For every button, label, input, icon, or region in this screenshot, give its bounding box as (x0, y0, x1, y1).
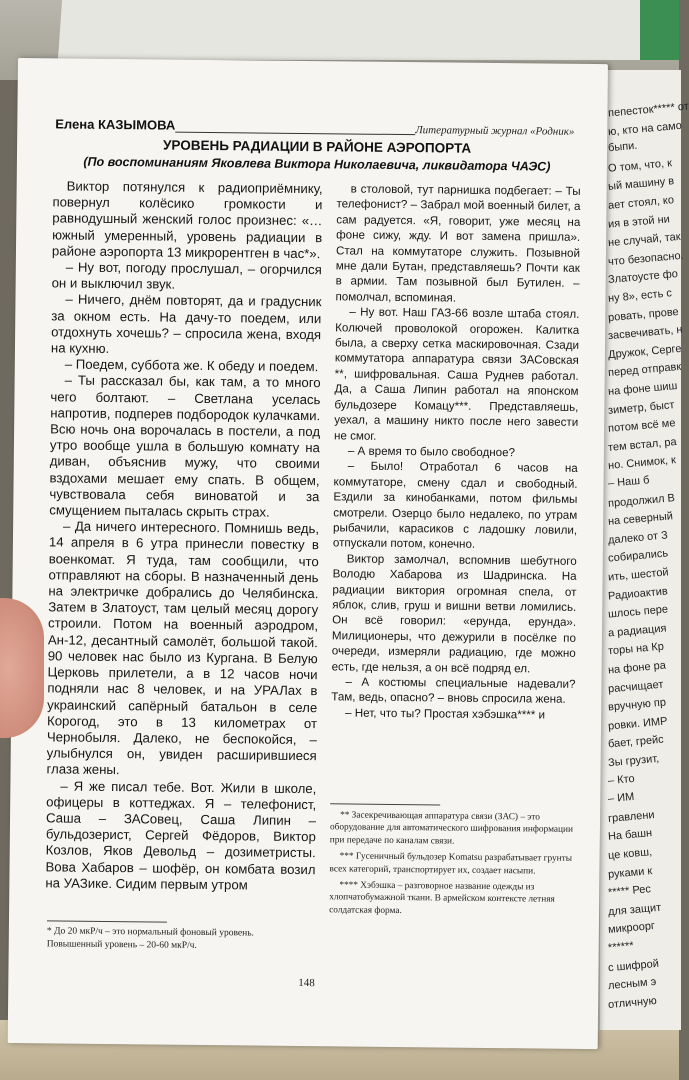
facing-page-fragment: ает стоял, ко (607, 194, 675, 212)
article-subtitle: (По воспоминаниям Яковлева Виктора Николаевича, ликвидатора ЧАЭС) (83, 154, 551, 174)
facing-page-fragment: тем встал, ра (607, 435, 678, 454)
footnote-text: ** Засекречивающая аппаратура связи (ЗАС) – это оборудование для автоматического шифрования информации при передаче по каналам связи. (329, 810, 574, 847)
facing-page-fragment: собирались (607, 547, 669, 565)
facing-page-fragment: а радиация (607, 622, 667, 640)
facing-page-fragment: шлось пере (607, 603, 669, 621)
paragraph: – Ну вот, погоду прослушал, – огорчился он и выключил звук. (51, 259, 322, 292)
facing-page-fragment: для защит (607, 901, 662, 919)
facing-page-fragment: О том, что, к (607, 157, 673, 175)
facing-page-fragment: гравлени (607, 808, 656, 825)
facing-page-fragment: ить, шестой (607, 566, 670, 584)
paragraph: Виктор замолчал, вспомнив шебутного Володю Хабарова из Шадринска. На радиации виктория огромная спела, от яблок, слив, груш и вишни ветви ломились. Он всё говорил: «ерунда, ерунда». Милиционеры, что дежурили в посёлке по очереди, измеряли радиацию, где можно есть, где нельзя, а он всё подряд ел. (331, 552, 577, 675)
facing-page-fragment: ю, кто на само (607, 119, 683, 138)
facing-page-fragment: на фоне ра (607, 659, 667, 677)
paragraph: – А время то было свободное? (347, 444, 516, 460)
facing-page-fragment: отличную (607, 994, 658, 1011)
footnote-rule (47, 920, 167, 922)
article-title: УРОВЕНЬ РАДИАЦИИ В РАЙОНЕ АЭРОПОРТА (162, 137, 472, 156)
footnote-rule (330, 803, 440, 805)
paragraph: в столовой, тут парнишка подбегает: – Ты телефонист? – Забрал мой военный билет, а сам радуется. «Я, говорит, уже месяц на фоне сижу, жду. И вот замена пришла». Стал на коммутаторе служить. Позывной мне дали Бутан, представляешь? Почти как в армии. Там позывной был Бутилен. – помолчал, вспоминая. (335, 182, 581, 305)
facing-page-fragment: расчищает (607, 678, 664, 695)
facing-page-fragment: ****** (607, 939, 635, 955)
facing-page-fragment: быпи. (607, 139, 638, 155)
paragraph: – Да ничего интересного. Помнишь ведь, 14 апреля в 6 утра принесли повестку в военкомат. Я туда, там сообщили, что отправляют на сборы. В назначенный день на электричке добрались до Челябинска. Затем в Златоуст, там целый месяц дорогу строили. Потом на военный аэродром, Ан-12, десантный самолёт, большой такой. 90 человек нас было из Кургана. В Белую Церковь прилетели, а в 12 часов ночи подняли нас 8 человек, и на УРАЛах в украинский сапёрный батальон в селе Корогод, это в 13 километрах от Чернобыля. Далеко, не беспокойся, – улыбнулся он, увиден расширившиеся глаза жены. (46, 518, 320, 778)
facing-page-fragment: – ИМ (607, 791, 635, 806)
footnotes-right (329, 803, 574, 923)
facing-page-fragment: ровать, прове (607, 305, 680, 324)
facing-page-fragment: руками к (607, 864, 653, 881)
facing-page-fragment: ***** Рес (607, 883, 652, 900)
facing-page-fragment: далеко от З (607, 529, 669, 547)
footnote-left (47, 920, 312, 954)
facing-page-fragment: на северный (607, 510, 674, 528)
facing-page-fragment: ну 8», есть с (607, 287, 673, 305)
facing-page-fragment: Дружок, Серге (607, 342, 682, 361)
paragraph: – Было! Отработал 6 часов на коммутаторе, смену сдал и свободный. Ездили за кинобанками, потом фильмы смотрели. Озерцо было недалеко, по утрам рыбачили, карасиков с ладошку ловили, отпускали потом, конечно. (332, 459, 578, 552)
paragraph: – А костюмы специальные надевали? Там, ведь, опасно? – вновь спросила жена. (331, 675, 576, 707)
thumb (0, 598, 44, 738)
paragraph: – Ну вот. Наш ГАЗ-66 возле штаба стоял. Колючей проволокой огорожен. Калитка была, а сверху сетка маскировочная. Сзади коммутатора аппаратура связи ЗАСовская **, шифровальная. Саша Руднев работал. Да, а Саша Липин работал на японском бульдозере Комацу***. Представляешь, уехал, а машину никто после него завести не смог. (333, 305, 580, 443)
facing-page-fragment: перед отправк (607, 361, 682, 380)
header-journal: Литературный журнал «Родник» (415, 124, 575, 138)
facing-page-fragment: торы на Кр (607, 640, 665, 658)
facing-page-fragment: ия в этой ни (607, 212, 671, 231)
facing-page-fragment: Радиоактив (607, 585, 669, 603)
facing-page-fragment: продолжил В (607, 491, 676, 510)
paragraph: – Ты рассказал бы, как там, а то много чего болтают. – Светлана уселась напротив, подперев подбородок кулачками. Всю ночь она ворочалась в постели, а под утро вообще ушла в большую комнату на диван, объяснив мужу, что своими вздохами мешает ему спать. В общем, чувствовала себя виноватой и за смущением пыталась скрыть страх. (49, 372, 321, 520)
header-author: Елена КАЗЫМОВА (55, 116, 176, 133)
paragraph: Виктор потянулся к радиоприёмнику, повернул колёсико громкости и равнодушный женский голос произнес: «…южный умеренный, уровень радиации в районе аэропорта 13 микрорентген в час*». (51, 178, 323, 261)
facing-page-fragment: зиметр, быст (607, 398, 675, 417)
paragraph: – Поедем, суббота же. К обеду и поедем. (64, 356, 319, 375)
facing-page-fragment: ровки. ИМР (607, 715, 668, 733)
paper-behind (58, 0, 662, 60)
left-column (45, 178, 322, 894)
facing-page-fragment: что безопасно. (607, 249, 685, 269)
book-page (8, 58, 608, 1049)
facing-page-fragment: На башн (607, 827, 653, 844)
paragraph: – Нет, что ты? Простая хэбэшка**** и (345, 706, 546, 722)
facing-page-fragment: це ковш, (607, 846, 653, 862)
facing-page-fragment: микроорг (607, 920, 656, 937)
right-column (331, 181, 581, 723)
facing-page-fragment: Зы грузит, (607, 752, 660, 770)
facing-page (598, 70, 689, 1030)
facing-page-fragment: пепесток***** от (607, 100, 689, 120)
facing-page-fragment: не случай, так (607, 231, 682, 250)
facing-page-fragment: – Наш б (607, 474, 650, 490)
facing-page-fragment: лесным э (607, 976, 657, 993)
facing-page-fragment: ый машину в (607, 175, 675, 194)
facing-page-fragment: потом всё ме (607, 417, 676, 436)
facing-page-fragment: с шифрой (607, 957, 660, 974)
footnote-text: * До 20 мкР/ч – это нормальный фоновый уровень. Повышенный уровень – 20-60 мкР/ч. (46, 926, 255, 951)
footnote-text: *** Гусеничный бульдозер Komatsu разрабатывает грунты всех категорий, транспортирует их, создает насыпи. (329, 851, 573, 877)
facing-page-fragment: Златоусте фо (607, 268, 679, 287)
facing-page-fragment: засвечивать, н (607, 323, 683, 343)
facing-page-fragment: на фоне шиш (607, 379, 678, 399)
facing-page-fragment: вручную пр (607, 696, 667, 714)
page-number: 148 (298, 976, 315, 990)
footnote-text: **** Хэбэшка – разговорное название одежды из хлопчатобумажной ткани. В армейском контексте летняя солдатская форма. (329, 880, 555, 916)
paragraph: – Ничего, днём повторят, да и градусник за окном есть. На дачу-то поедем, или отдохнуть хочешь? – спросила жена, входя на кухню. (50, 291, 322, 357)
facing-page-fragment: но. Снимок, к (607, 454, 677, 473)
facing-page-fragment: – Кто (607, 772, 636, 787)
paragraph: – Я же писал тебе. Вот. Жили в школе, офицеры в коттеджах. Я – телефонист, Саша – ЗАСовец, Саша Липин – бульдозерист, Сергей Фёдоров, Виктор Козлов, Яков Девольд – дозиметристы. Вова Хабаров – шофёр, он комбата возил на УАЗике. Сидим первым утром (45, 777, 317, 893)
header-rule (175, 132, 415, 136)
green-object (640, 0, 679, 60)
facing-page-fragment: бает, грейс (607, 733, 665, 751)
